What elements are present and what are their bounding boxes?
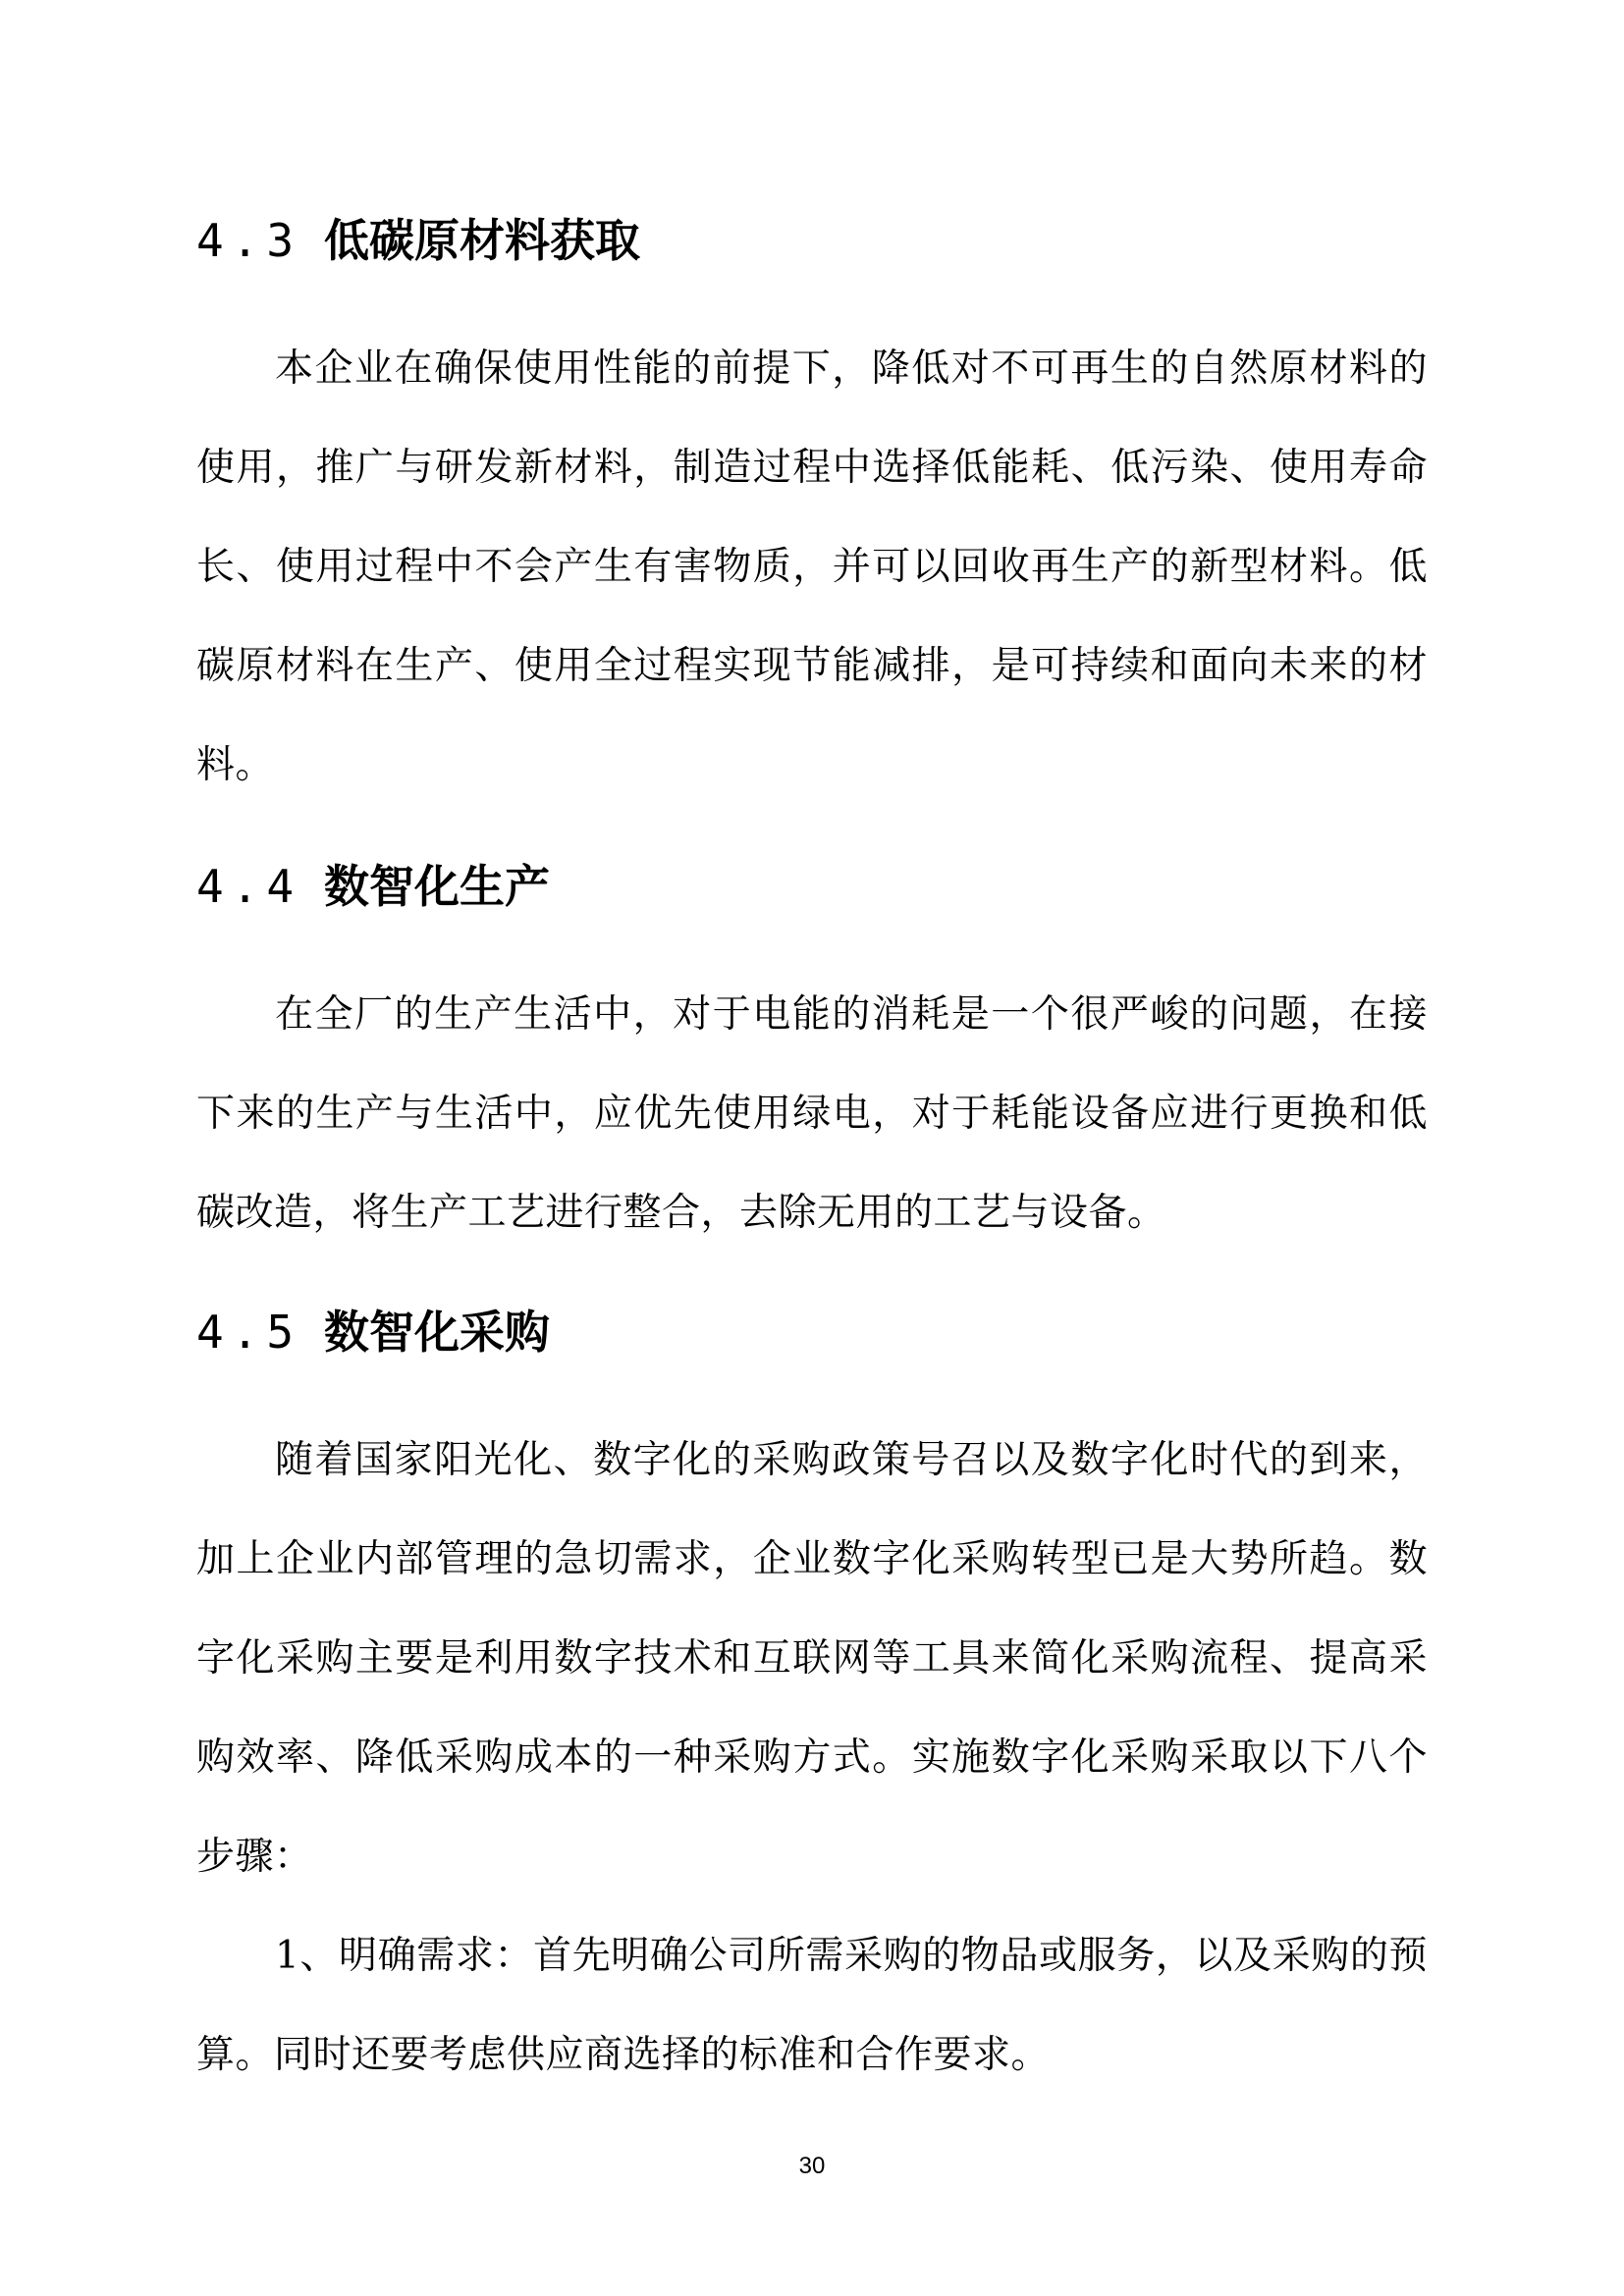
section-number: 4.5	[196, 1306, 302, 1359]
section-4-4	[196, 852, 1428, 1235]
section-4-3	[196, 206, 1428, 787]
section-4-5	[196, 1298, 1428, 2077]
section-title: 低碳原材料获取	[324, 214, 640, 267]
body-paragraph: 1、明确需求：首先明确公司所需采购的物品或服务，以及采购的预算。同时还要考虑供应商选择的标准和合作要求。	[196, 1934, 1428, 2077]
section-heading	[196, 1298, 1428, 1366]
section-title: 数智化生产	[324, 860, 550, 913]
body-paragraph: 本企业在确保使用性能的前提下，降低对不可再生的自然原材料的使用，推广与研发新材料，制造过程中选择低能耗、低污染、使用寿命长、使用过程中不会产生有害物质，并可以回收再生产的新型材料。低碳原材料在生产、使用全过程实现节能减排，是可持续和面向未来的材料。	[196, 347, 1428, 787]
body-paragraph: 在全厂的生产生活中，对于电能的消耗是一个很严峻的问题，在接下来的生产与生活中，应优先使用绿电，对于耗能设备应进行更换和低碳改造，将生产工艺进行整合，去除无用的工艺与设备。	[196, 992, 1428, 1235]
page-number: 30	[798, 2153, 826, 2179]
section-number: 4.4	[196, 860, 302, 913]
section-heading	[196, 206, 1428, 275]
section-title: 数智化采购	[324, 1306, 550, 1359]
section-heading	[196, 852, 1428, 921]
section-number: 4.3	[196, 214, 302, 267]
body-paragraph: 随着国家阳光化、数字化的采购政策号召以及数字化时代的到来，加上企业内部管理的急切需求，企业数字化采购转型已是大势所趋。数字化采购主要是利用数字技术和互联网等工具来简化采购流程、提高采购效率、降低采购成本的一种采购方式。实施数字化采购采取以下八个步骤：	[196, 1438, 1428, 1879]
document-page	[196, 0, 1428, 2296]
